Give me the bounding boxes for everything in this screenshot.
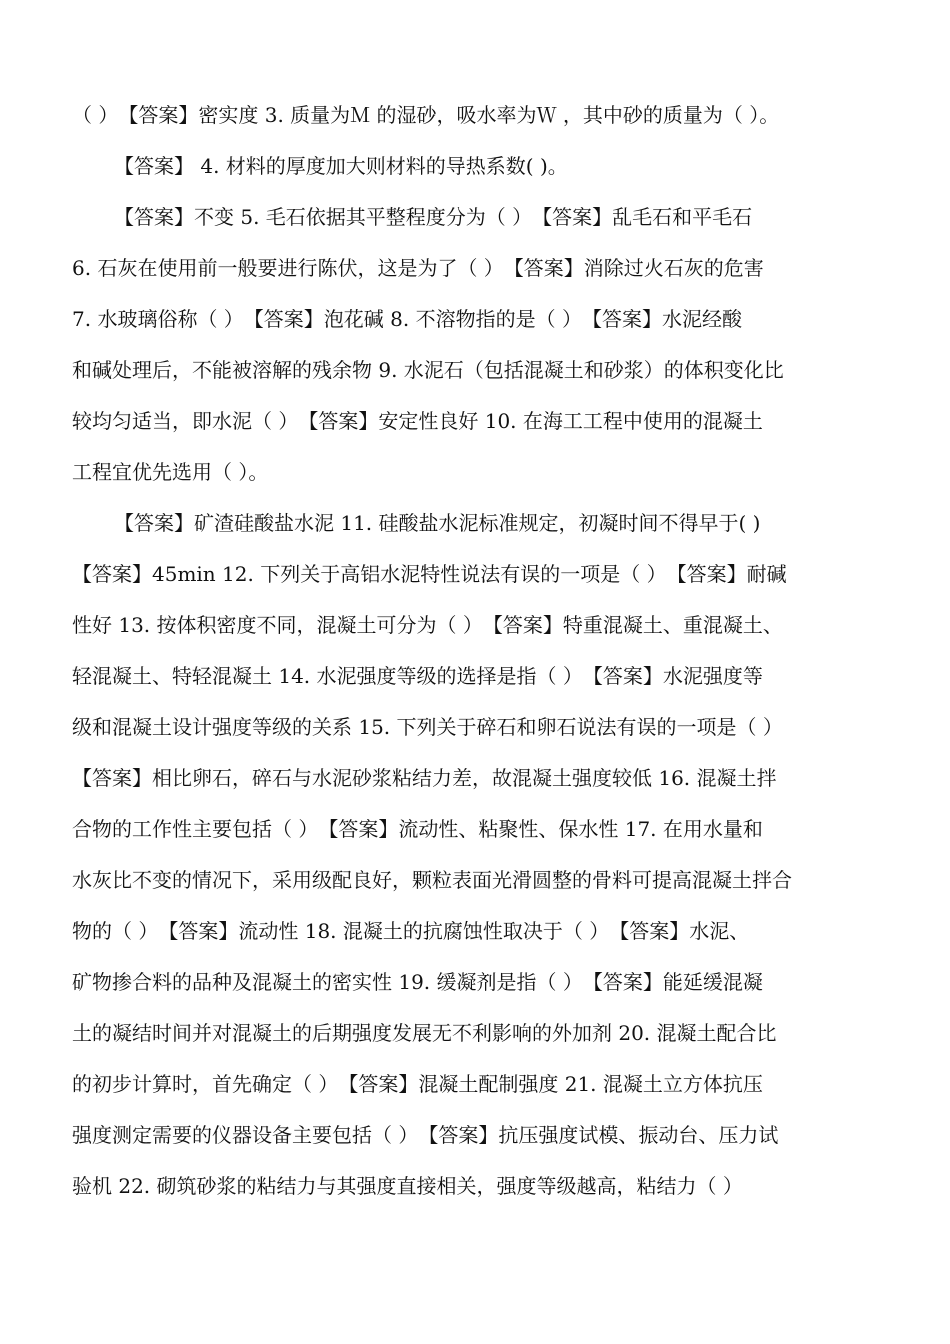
text-line-10: 【答案】45min 12. 下列关于高铝水泥特性说法有误的一项是（ ） 【答案】耐碱	[72, 562, 787, 586]
text-line-21: 强度测定需要的仪器设备主要包括（ ） 【答案】抗压强度试模、振动台、压力试	[72, 1123, 779, 1147]
text-line-8: 工程宜优先选用（ ）。	[72, 460, 269, 484]
text-line-17: 物的（ ） 【答案】流动性 18. 混凝土的抗腐蚀性取决于（ ） 【答案】水泥、	[72, 919, 750, 943]
text-line-2: 【答案】 4. 材料的厚度加大则材料的导热系数( )。	[114, 154, 568, 178]
text-line-15: 合物的工作性主要包括（ ） 【答案】流动性、粘聚性、保水性 17. 在用水量和	[72, 817, 763, 841]
text-line-19: 土的凝结时间并对混凝土的后期强度发展无不利影响的外加剂 20. 混凝土配合比	[72, 1021, 777, 1045]
text-line-13: 级和混凝土设计强度等级的关系 15. 下列关于碎石和卵石说法有误的一项是（ ）	[72, 715, 783, 739]
text-line-6: 和碱处理后，不能被溶解的残余物 9. 水泥石（包括混凝土和砂浆）的体积变化比	[72, 358, 784, 382]
text-line-4: 6. 石灰在使用前一般要进行陈伏，这是为了（ ） 【答案】消除过火石灰的危害	[72, 256, 764, 280]
text-line-11: 性好 13. 按体积密度不同，混凝土可分为（ ） 【答案】特重混凝土、重混凝土、	[72, 613, 783, 637]
text-line-5: 7. 水玻璃俗称（ ） 【答案】泡花碱 8. 不溶物指的是（ ） 【答案】水泥经酸	[72, 307, 742, 331]
text-line-1: （ ） 【答案】密实度 3. 质量为Ｍ 的湿砂，吸水率为Ｗ ，其中砂的质量为（ ）。	[72, 103, 780, 127]
text-line-7: 较均匀适当，即水泥（ ） 【答案】安定性良好 10. 在海工工程中使用的混凝土	[72, 409, 763, 433]
text-line-18: 矿物掺合料的品种及混凝土的密实性 19. 缓凝剂是指（ ） 【答案】能延缓混凝	[72, 970, 763, 994]
text-line-9: 【答案】矿渣硅酸盐水泥 11. 硅酸盐水泥标准规定，初凝时间不得早于( )	[114, 511, 761, 535]
text-line-20: 的初步计算时，首先确定（ ） 【答案】混凝土配制强度 21. 混凝土立方体抗压	[72, 1072, 763, 1096]
text-line-12: 轻混凝土、特轻混凝土 14. 水泥强度等级的选择是指（ ） 【答案】水泥强度等	[72, 664, 763, 688]
text-line-14: 【答案】相比卵石，碎石与水泥砂浆粘结力差，故混凝土强度较低 16. 混凝土拌	[72, 766, 777, 790]
text-line-22: 验机 22. 砌筑砂浆的粘结力与其强度直接相关，强度等级越高，粘结力（ ）	[72, 1174, 743, 1198]
text-line-16: 水灰比不变的情况下，采用级配良好，颗粒表面光滑圆整的骨料可提高混凝土拌合	[72, 868, 792, 892]
text-line-3: 【答案】不变 5. 毛石依据其平整程度分为（ ） 【答案】乱毛石和平毛石	[114, 205, 753, 229]
